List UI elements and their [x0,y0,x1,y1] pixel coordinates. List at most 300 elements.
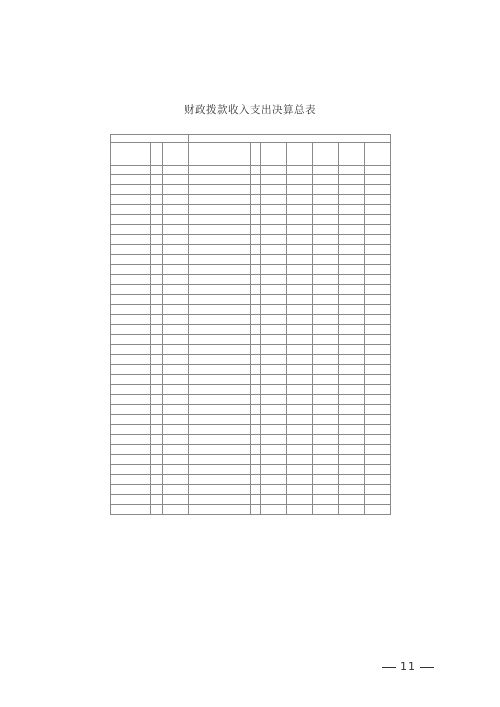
table-cell [189,265,251,275]
table-cell [287,335,313,345]
table-cell [287,405,313,415]
table-row [111,315,391,325]
table-cell [163,455,189,465]
table-cell [189,365,251,375]
table-cell [251,325,261,335]
table-cell [151,395,163,405]
finance-table [110,134,391,515]
table-cell [163,475,189,485]
table-cell [163,425,189,435]
table-row [111,265,391,275]
table-cell [151,285,163,295]
table-cell [163,245,189,255]
table-cell [365,355,391,365]
table-cell [313,205,339,215]
table-cell [111,375,151,385]
table-cell [111,345,151,355]
table-cell [111,385,151,395]
table-cell [287,245,313,255]
table-cell [151,405,163,415]
table-cell [365,365,391,375]
table-cell [313,195,339,205]
table-cell [261,265,287,275]
table-cell [151,235,163,245]
table-cell [189,175,251,185]
table-cell [365,445,391,455]
table-cell [111,365,151,375]
table-cell [111,255,151,265]
table-cell [163,335,189,345]
table-cell [339,235,365,245]
table-cell [287,355,313,365]
table-cell [111,435,151,445]
table-cell [251,335,261,345]
table-cell [339,455,365,465]
table-cell [287,215,313,225]
table-cell [261,495,287,505]
table-cell [261,235,287,245]
table-row [111,425,391,435]
table-cell [251,365,261,375]
table-cell [313,475,339,485]
col-code [189,166,251,175]
col-code [287,166,313,175]
table-row [111,505,391,515]
table-cell [163,355,189,365]
table-cell [111,475,151,485]
table-cell [313,415,339,425]
col-header [251,143,261,166]
table-cell [251,405,261,415]
table-cell [111,465,151,475]
table-row [111,245,391,255]
table-cell [189,325,251,335]
table-cell [365,405,391,415]
table-cell [151,485,163,495]
table-cell [163,195,189,205]
table-cell [251,375,261,385]
table-cell [111,225,151,235]
table-cell [251,505,261,515]
table-cell [261,335,287,345]
table-cell [261,395,287,405]
table-cell [313,235,339,245]
table-cell [313,465,339,475]
table-cell [365,275,391,285]
table-cell [251,425,261,435]
table-cell [313,345,339,355]
table-cell [339,395,365,405]
table-cell [111,405,151,415]
table-cell [163,315,189,325]
table-cell [251,205,261,215]
table-cell [313,425,339,435]
table-cell [151,495,163,505]
table-cell [111,305,151,315]
table-cell [163,365,189,375]
table-cell [251,275,261,285]
table-cell [261,355,287,365]
table-cell [151,435,163,445]
table-cell [163,265,189,275]
col-header [189,143,251,166]
table-cell [163,435,189,445]
table-cell [163,485,189,495]
table-cell [365,335,391,345]
table-cell [189,275,251,285]
table-cell [151,425,163,435]
table-cell [189,315,251,325]
table-cell [339,275,365,285]
table-cell [163,255,189,265]
table-cell [313,365,339,375]
table-cell [151,305,163,315]
table-cell [151,185,163,195]
table-cell [365,415,391,425]
table-cell [313,485,339,495]
table-cell [339,495,365,505]
table-cell [365,195,391,205]
table-cell [251,225,261,235]
table-row [111,205,391,215]
table-cell [339,245,365,255]
table-cell [287,445,313,455]
table-cell [313,505,339,515]
table-cell [111,295,151,305]
table-cell [339,285,365,295]
col-code [151,166,163,175]
table-cell [111,315,151,325]
table-cell [163,305,189,315]
table-cell [313,385,339,395]
table-cell [151,375,163,385]
table-cell [251,435,261,445]
table-cell [151,205,163,215]
table-cell [251,395,261,405]
table-row [111,365,391,375]
table-cell [365,395,391,405]
table-cell [339,315,365,325]
table-cell [287,465,313,475]
table-cell [151,225,163,235]
table-cell [163,225,189,235]
table-cell [313,375,339,385]
table-cell [287,285,313,295]
table-cell [189,215,251,225]
table-cell [151,415,163,425]
table-cell [261,255,287,265]
col-header [287,143,313,166]
table-cell [261,485,287,495]
table-cell [111,425,151,435]
table-cell [251,355,261,365]
table-cell [163,185,189,195]
table-cell [261,385,287,395]
table-row [111,495,391,505]
table-cell [339,465,365,475]
table-cell [339,215,365,225]
table-row [111,175,391,185]
page-number [378,660,438,673]
table-cell [163,495,189,505]
table-cell [151,505,163,515]
table-cell [339,305,365,315]
table-cell [189,235,251,245]
table-cell [313,295,339,305]
table-row [111,335,391,345]
table-cell [313,285,339,295]
table-cell [189,405,251,415]
table-cell [261,315,287,325]
table-cell [111,325,151,335]
table-cell [151,195,163,205]
table-row [111,415,391,425]
table-cell [313,265,339,275]
table-cell [151,275,163,285]
table-cell [339,415,365,425]
table-cell [287,385,313,395]
table-cell [251,265,261,275]
table-row [111,475,391,485]
table-cell [313,495,339,505]
expense-header [189,135,391,143]
page-title: 财政拨款收入支出决算总表 [184,104,316,116]
table-cell [313,175,339,185]
table-cell [261,435,287,445]
col-code [251,166,261,175]
table-cell [365,285,391,295]
table-cell [111,195,151,205]
table-cell [251,255,261,265]
table-cell [365,495,391,505]
table-cell [189,425,251,435]
table-cell [261,445,287,455]
table-cell [287,395,313,405]
table-row [111,485,391,495]
table-cell [189,355,251,365]
table-cell [287,365,313,375]
table-cell [365,455,391,465]
table-cell [189,465,251,475]
table-cell [111,505,151,515]
table-cell [365,465,391,475]
col-header [111,143,151,166]
table-cell [163,405,189,415]
table-row [111,405,391,415]
table-row [111,465,391,475]
table-row [111,445,391,455]
table-cell [163,325,189,335]
table-row [111,235,391,245]
table-cell [151,215,163,225]
table-cell [111,285,151,295]
table-cell [163,445,189,455]
table-cell [365,385,391,395]
col-code [261,166,287,175]
table-cell [339,505,365,515]
table-cell [287,495,313,505]
table-cell [111,355,151,365]
table-cell [163,505,189,515]
table-cell [287,195,313,205]
table-cell [287,175,313,185]
table-cell [261,295,287,305]
table-cell [287,485,313,495]
table-cell [261,205,287,215]
table-cell [151,335,163,345]
table-cell [339,255,365,265]
table-cell [287,185,313,195]
table-cell [287,425,313,435]
table-cell [313,335,339,345]
table-cell [111,455,151,465]
table-cell [251,185,261,195]
table-cell [339,365,365,375]
table-cell [287,295,313,305]
col-code [365,166,391,175]
table-cell [111,275,151,285]
table-row [111,255,391,265]
table-cell [313,315,339,325]
table-row [111,195,391,205]
table-cell [313,305,339,315]
table-row [111,395,391,405]
table-cell [111,415,151,425]
table-cell [287,305,313,315]
table-cell [287,275,313,285]
table-cell [151,385,163,395]
table-cell [261,455,287,465]
table-cell [189,185,251,195]
table-row [111,275,391,285]
table-cell [339,345,365,355]
table-cell [111,485,151,495]
col-code [111,166,151,175]
table-cell [365,325,391,335]
table-cell [339,385,365,395]
col-header [339,143,365,166]
table-cell [365,225,391,235]
table-cell [251,445,261,455]
table-cell [163,295,189,305]
table-cell [287,325,313,335]
table-cell [365,185,391,195]
table-cell [365,175,391,185]
table-cell [111,395,151,405]
table-cell [313,355,339,365]
table-cell [251,235,261,245]
table-cell [111,245,151,255]
table-cell [287,345,313,355]
table-cell [111,175,151,185]
table-cell [365,255,391,265]
table-cell [251,415,261,425]
col-header [313,143,339,166]
table-cell [261,175,287,185]
table-cell [189,305,251,315]
table-cell [111,215,151,225]
table-cell [313,325,339,335]
col-header [365,143,391,166]
table-row [111,305,391,315]
table-cell [151,475,163,485]
table-cell [287,505,313,515]
table-cell [339,335,365,345]
table-cell [189,245,251,255]
col-code [163,166,189,175]
table-cell [313,225,339,235]
table-cell [261,325,287,335]
table-cell [251,485,261,495]
table-cell [189,205,251,215]
table-cell [251,175,261,185]
table-cell [287,235,313,245]
table-cell [151,315,163,325]
table-cell [163,345,189,355]
table-row [111,345,391,355]
table-cell [261,405,287,415]
table-cell [189,435,251,445]
table-cell [251,385,261,395]
table-cell [339,485,365,495]
table-cell [189,445,251,455]
table-cell [261,215,287,225]
table-cell [339,375,365,385]
table-cell [163,385,189,395]
table-cell [287,225,313,235]
table-cell [111,235,151,245]
table-cell [287,475,313,485]
table-cell [189,285,251,295]
table-cell [365,215,391,225]
table-cell [251,475,261,485]
table-cell [339,195,365,205]
table-cell [365,485,391,495]
table-row [111,295,391,305]
table-row [111,285,391,295]
table-cell [189,225,251,235]
col-header [151,143,163,166]
table-cell [163,275,189,285]
table-cell [261,365,287,375]
table-row [111,455,391,465]
table-cell [111,445,151,455]
table-cell [111,495,151,505]
table-cell [261,475,287,485]
table-cell [151,255,163,265]
table-row [111,215,391,225]
table-cell [111,205,151,215]
table-cell [189,195,251,205]
table-cell [151,455,163,465]
table-row [111,375,391,385]
table-cell [339,175,365,185]
table-cell [339,475,365,485]
table-cell [261,505,287,515]
table-cell [287,415,313,425]
table-row [111,435,391,445]
table-cell [251,315,261,325]
table-cell [287,315,313,325]
table-cell [287,435,313,445]
table-row [111,355,391,365]
table-cell [365,265,391,275]
table-cell [163,215,189,225]
table-cell [189,385,251,395]
table-cell [339,205,365,215]
table-cell [251,465,261,475]
table-cell [339,295,365,305]
